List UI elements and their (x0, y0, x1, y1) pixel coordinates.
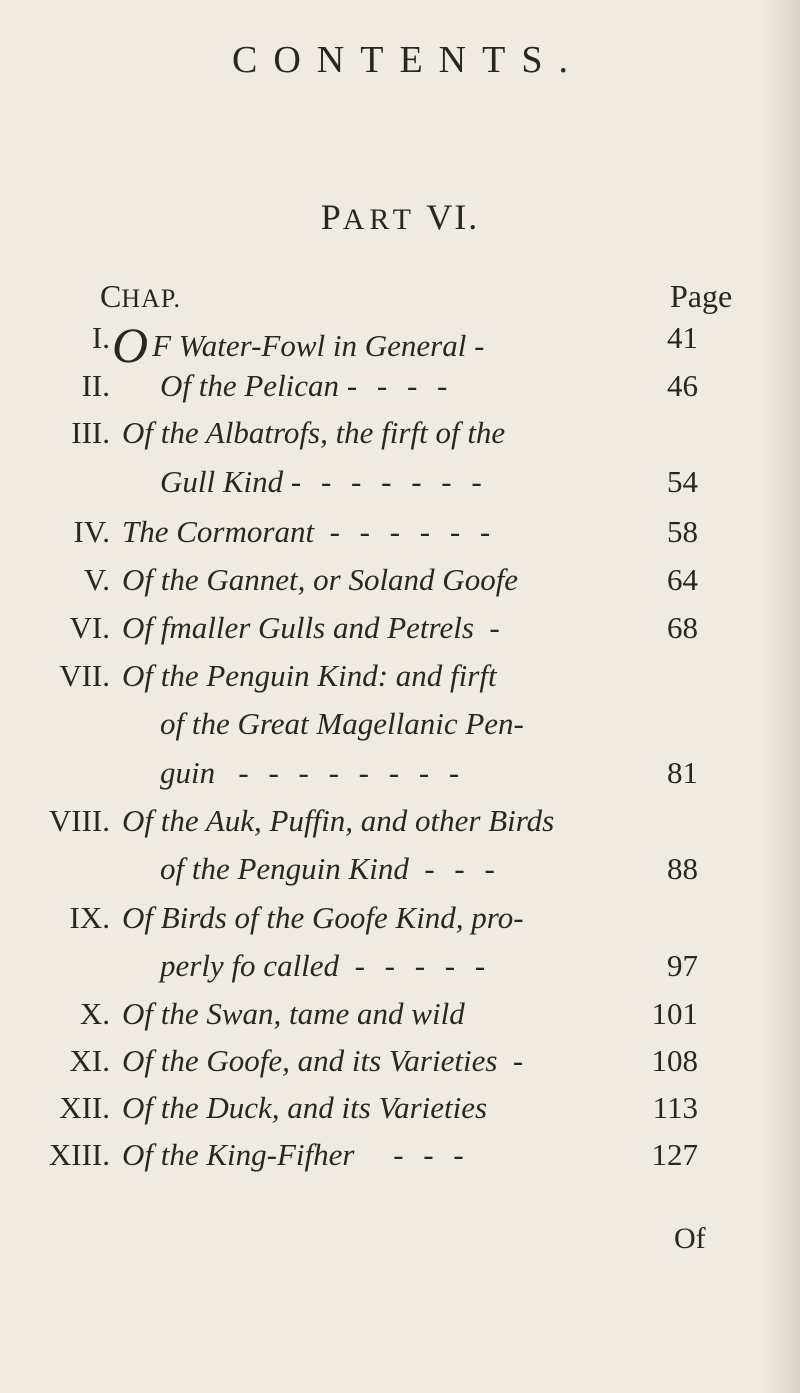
chapter-number: XI. (69, 1043, 110, 1078)
part-title-prefix: P (320, 197, 343, 237)
part-title-rest: ART (342, 203, 416, 236)
chapter-title: Of the Albatrofs, the firft of the (122, 415, 506, 450)
chapter-title: Of Birds of the Goofe Kind, pro- (122, 900, 524, 935)
chapter-title: Of the Auk, Puffin, and other Birds (122, 803, 555, 838)
page-number: 127 (651, 1137, 698, 1172)
chapter-number: VII. (59, 658, 110, 693)
chapter-number: II. (81, 368, 110, 403)
chapter-number: X. (79, 996, 110, 1031)
chapter-title: Of the Duck, and its Varieties (122, 1090, 488, 1125)
chapter-title: Of the Pelican - - - - (160, 368, 454, 403)
chapter-header-initial: C (100, 278, 122, 314)
page-number: 81 (667, 755, 698, 790)
chapter-number: V. (83, 562, 110, 597)
drop-cap: O (112, 317, 149, 373)
catchword: Of (674, 1222, 706, 1255)
chapter-title-continued: perly fo called - - - - - (160, 948, 492, 983)
chapter-title-continued: of the Penguin Kind - - - (160, 851, 501, 886)
page-number: 54 (667, 464, 698, 499)
page-number: 88 (667, 851, 698, 886)
chapter-title: Of the King-Fifher - - - (122, 1137, 470, 1172)
chapter-title: Of the Gannet, or Soland Goofe (122, 562, 519, 597)
chapter-title: Of the Swan, tame and wild (122, 996, 465, 1031)
chapter-title-continued: of the Great Magellanic Pen- (160, 706, 524, 741)
part-title-numeral: VI. (426, 197, 480, 237)
chapter-title: Of the Penguin Kind: and firft (122, 658, 497, 693)
running-head: CONTENTS. (232, 39, 584, 81)
page-number: 68 (667, 610, 698, 645)
page-number: 108 (651, 1043, 698, 1078)
chapter-title: Of the Goofe, and its Varieties - (122, 1043, 530, 1078)
part-title (0, 196, 800, 238)
chapter-number: IV. (73, 514, 110, 549)
chapter-number: XIII. (48, 1137, 110, 1172)
page-number: 64 (667, 562, 698, 597)
page-number: 58 (667, 514, 698, 549)
page-number: 113 (652, 1090, 698, 1125)
page-column-header: Page (670, 278, 733, 314)
chapter-title: The Cormorant - - - - - - (122, 514, 497, 549)
chapter-title: Of fmaller Gulls and Petrels - (122, 610, 506, 645)
page-number: 101 (651, 996, 698, 1031)
page-number: 46 (667, 368, 698, 403)
chapter-number: XII. (59, 1090, 110, 1125)
chapter-number: III. (71, 415, 110, 450)
chapter-title: O F Water-Fowl in General - (112, 317, 491, 373)
chapter-title-continued: guin - - - - - - - - (160, 755, 466, 790)
chapter-title-continued: Gull Kind - - - - - - - (160, 464, 488, 499)
chapter-header-rest: HAP. (121, 284, 181, 313)
page-number: 41 (667, 320, 698, 355)
chapter-number: VIII. (48, 803, 110, 838)
chapter-number: IX. (69, 900, 110, 935)
chapter-number: VI. (69, 610, 110, 645)
chapter-number: I. (91, 320, 110, 355)
page-number: 97 (667, 948, 698, 983)
